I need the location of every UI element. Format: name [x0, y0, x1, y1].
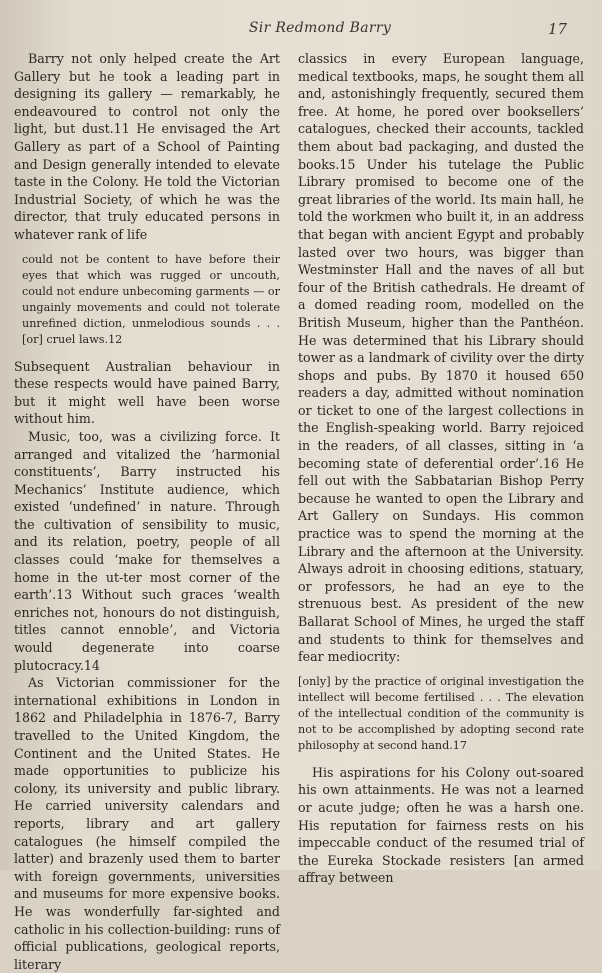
- paragraph-art-gallery: Barry not only helped create the Art Gallery but he took a leading part in designing its gallery — remarkably, he endeavoured to control not only the light, but dust.11 He envisaged the Art Gallery as part of a School of Painting and Design generally intended to elevate taste in the Colony. He told the Victorian Industrial Society, of which he was the director, that truly educated persons in whatever rank of life: [14, 51, 280, 242]
- block-quote-original-investigation: [only] by the practice of original investigation the intellect will become fertilised . . . The elevation of the intellectual condition of the community is not to be accomplished by adopting second rate philosophy at second hand.17: [298, 674, 584, 752]
- paragraph-commissioner: As Victorian commissioner for the international exhibitions in London in 1862 and Philadelphia in 1876-7, Barry travelled to the United Kingdom, the Continent and the United States. He made opportunities to publicize his colony, its university and public library. He carried university calendars and reports, library and art gallery catalogues (he himself compiled the latter) and brazenly used them to barter with foreign governments, universities and museums for more expensive books. He was wonderfully far-sighted and catholic in his collection-building: runs of official publications, geological reports, literary: [14, 675, 280, 972]
- running-title: Sir Redmond Barry: [248, 20, 392, 36]
- block-quote-educated-persons: could not be content to have before their eyes that which was rugged or uncouth, could not endure unbecoming garments — or ungainly movements and could not tolerate unrefined diction, unmelodious sounds . . . [or] cruel laws.12: [22, 252, 280, 346]
- paragraph-subsequent-behaviour: Subsequent Australian behaviour in these respects would have pained Barry, but it might well have been worse without him.: [14, 358, 280, 427]
- paragraph-music: Music, too, was a civilizing force. It arranged and vitalized the ‘harmonial constituents’, Barry instructed his Mechanics’ Institute audience, which existed ‘undefined’ in nature. Through the cultivation of sensibility to music, and its relation, poetry, people of all classes could ‘make for themselves a home in the ut-ter most corner of the earth’.13 Without such graces ‘wealth enriches not, honours do not distinguish, titles cannot ennoble’, and Victoria would degenerate into coarse plutocracy.14: [14, 428, 280, 673]
- paragraph-public-library: classics in every European language, medical textbooks, maps, he sought them all and, astonishingly frequently, secured them free. At home, he pored over booksellers’ catalogues, checked their accounts, tackled them about bad packaging, and dusted the books.15 Under his tutelage the Public Library promised to become one of the great libraries of the world. Its main hall, he told the workmen who built it, in an address that began with ancient Egypt and probably lasted over two hours, was bigger than Westminster Hall and the naves of all but four of the British cathedrals. He dreamt of a domed reading room, modelled on the British Museum, higher than the Panthéon. He was determined that his Library should tower as a landmark of civility over the dirty shops and pubs. By 1870 it housed 650 readers a day, admitted without nomination or ticket to one of the largest collections in the English-speaking world. Barry rejoiced in the readers, of all classes, sitting in ‘a becoming state of deferential order’.16 He fell out with the Sabbatarian Bishop Perry because he wanted to open the Library and Art Gallery on Sundays. His common practice was to spend the morning at the Library and the afternoon at the University. Always adroit in choosing editions, statuary, or professors, he had an eye to the strenuous best. As president of the new Ballarat School of Mines, he urged the staff and students to think for themselves and fear mediocrity:: [298, 51, 584, 665]
- left-column: [14, 50, 280, 973]
- paragraph-aspirations: His aspirations for his Colony out-soared his own attainments. He was not a learned or acute judge; often he was a harsh one. His reputation for fairness rests on his impeccable conduct of the resumed trial of the Eureka Stockade resisters [an armed affray between: [298, 764, 584, 886]
- page-number: 17: [548, 20, 568, 38]
- right-column: [298, 50, 584, 887]
